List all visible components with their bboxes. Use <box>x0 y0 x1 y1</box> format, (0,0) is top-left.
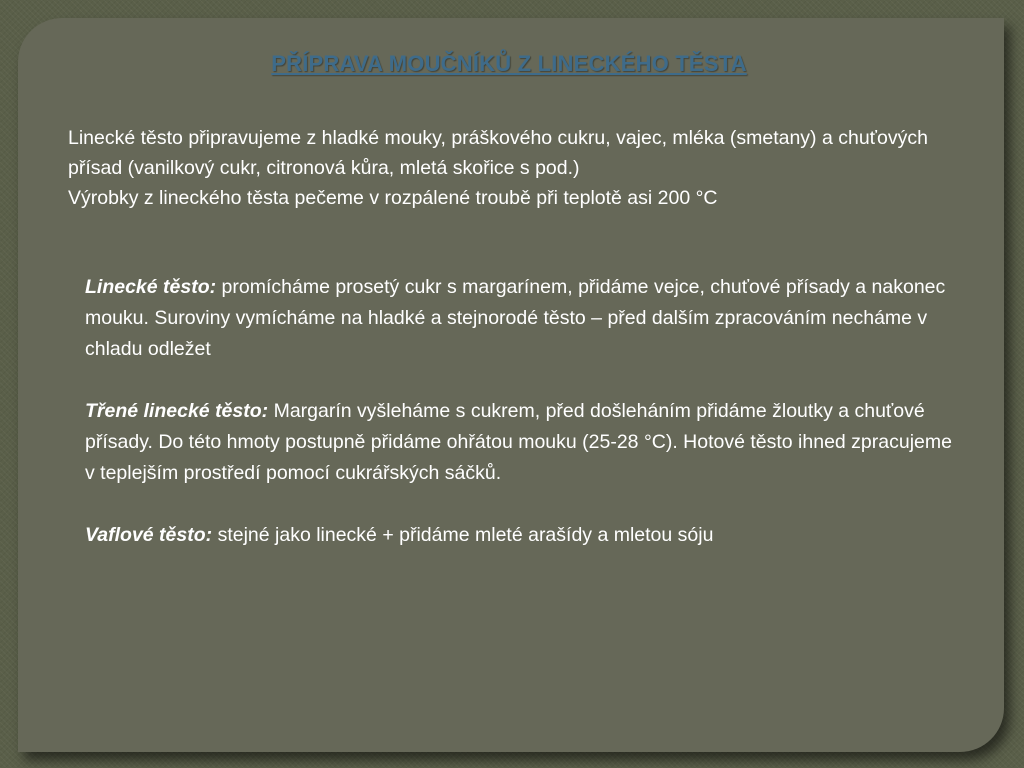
section-text: stejné jako linecké + přidáme mleté arašídy a mletou sóju <box>217 524 714 546</box>
dough-types-list <box>85 272 965 582</box>
slide-title: PŘÍPRAVA MOUČNÍKŮ Z LINECKÉHO TĚSTA <box>271 51 747 76</box>
intro-paragraph-ingredients: Linecké těsto připravujeme z hladké mouky, práškového cukru, vajec, mléka (smetany) a chuťových přísad (vanilkový cukr, citronová kůra, mletá skořice s pod.) <box>68 127 928 179</box>
intro-paragraph-baking: Výrobky z lineckého těsta pečeme v rozpálené troubě při teplotě asi 200 °C <box>68 187 718 209</box>
section-term: Vaflové těsto: <box>85 524 213 546</box>
section-vaflove-testo <box>85 520 965 551</box>
section-text: Margarín vyšleháme s cukrem, před došleháním přidáme žloutky a chuťové přísady. Do této hmoty postupně přidáme ohřátou mouku (25-28 °C). Hotové těsto ihned zpracujeme v teplejším prostředí pomocí cukrářských sáčků. <box>85 400 952 484</box>
slide-panel <box>18 18 1004 752</box>
section-term: Třené linecké těsto: <box>85 400 269 422</box>
section-trene-linecke-testo <box>85 396 965 489</box>
intro-text <box>68 123 948 213</box>
section-term: Linecké těsto: <box>85 276 217 298</box>
section-linecke-testo <box>85 272 965 365</box>
section-text: promícháme prosetý cukr s margarínem, přidáme vejce, chuťové přísady a nakonec mouku. Suroviny vymícháme na hladké a stejnorodé těsto – před dalším zpracováním necháme v chladu odležet <box>85 276 946 360</box>
